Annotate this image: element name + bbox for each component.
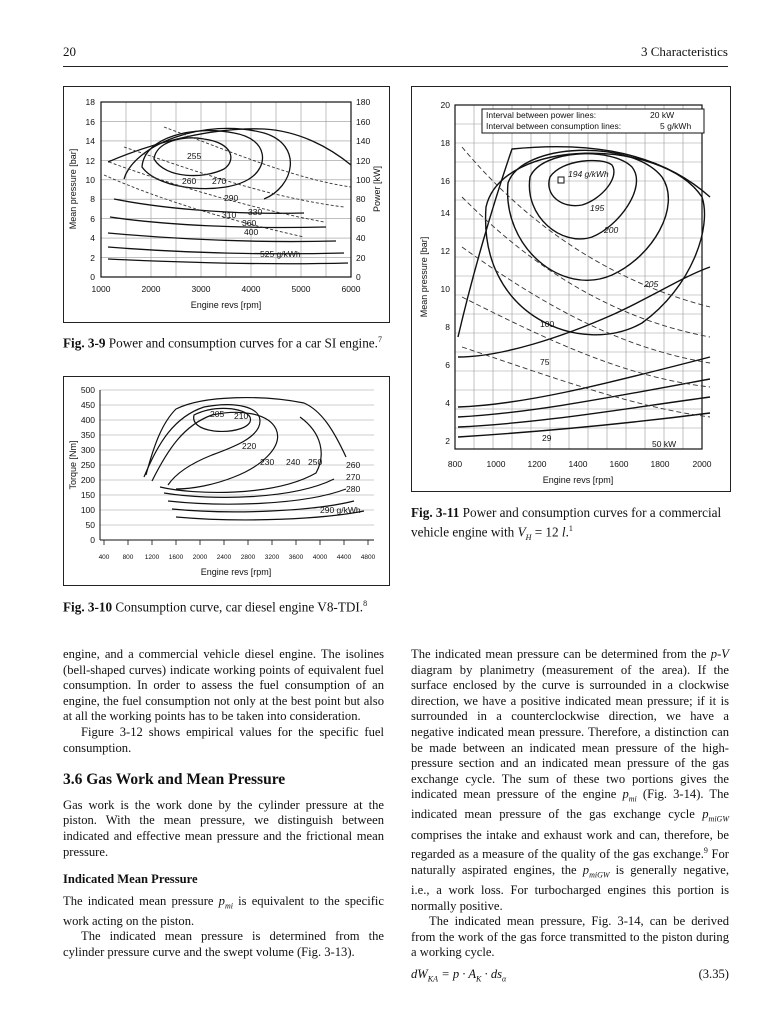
right-paragraph-1: The indicated mean pressure can be determined from the p-V diagram by planimetry (measurement of the area). If the surface enclosed by the curve is surrounded in a clockwise direction, we have a positive indicated mean pressure; if it is surrounded in a counterclockwise direction, we have a negative indicated mean pressure. Therefore, a distinction can be made between an indicated mean pressure of the high-pressure section and an indicated mean pressure of the gas exchange cycle. The sum of these two portions gives the indicated mean pressure of the engine $p_{mi}$ (Fig. 3-14). The indicated mean pressure of the gas exchange cycle $p_{miGW}$ comprises the intake and exhaust work and can, therefore, be regarded as a measure of the quality of the gas exchange.$^9$ For naturally aspirated engines, the $p_{miGW}$ is generally negative, i.e., a work loss. For turbocharged engines this portion is normally positive. <box>411 647 729 913</box>
fig39-xtick: 4000 <box>241 284 261 294</box>
fig39-xtick: 5000 <box>291 284 311 294</box>
fig311-annotation: 50 kW <box>652 439 677 449</box>
fig39-annotation: 310 <box>222 210 237 220</box>
fig310-annotations <box>210 409 361 515</box>
fig311-xlabel: Engine revs [rpm] <box>542 475 614 485</box>
fig39-y2tick: 120 <box>356 156 371 166</box>
equation-body: $dW_{KA} = p \cdot A_K \cdot ds_\alpha$ <box>411 967 507 984</box>
fig39-ytick: 0 <box>90 272 95 282</box>
fig39-y2tick: 20 <box>356 253 366 263</box>
fig310-xtick: 4800 <box>360 554 376 561</box>
fig311-legend <box>486 110 691 131</box>
fig311-caption-unit: l <box>561 524 566 540</box>
page-number: 20 <box>63 44 76 59</box>
fig39-y2tick: 160 <box>356 117 371 127</box>
fig311-xtick: 1800 <box>650 459 670 469</box>
fig39-xtick: 6000 <box>341 284 361 294</box>
fig39-annotation: 270 <box>212 176 227 186</box>
right-column <box>411 647 729 987</box>
fig310-xtick: 2400 <box>216 554 232 561</box>
fig39-annotation: 525 g/kWh <box>260 249 301 259</box>
fig310-xtick: 4000 <box>312 554 328 561</box>
figure-3-9 <box>63 86 390 323</box>
fig311-xticks <box>448 459 712 469</box>
fig311-legend-value: 20 kW <box>650 110 675 120</box>
fig310-xtick: 2800 <box>240 554 256 561</box>
fig310-caption-text: Consumption curve, car diesel engine V8-TDI. <box>115 599 364 615</box>
fig310-ytick: 450 <box>80 400 95 410</box>
fig311-xtick: 1400 <box>568 459 588 469</box>
fig310-xtick: 800 <box>122 554 134 561</box>
fig311-ylabel: Mean pressure [bar] <box>419 236 429 318</box>
fig311-ytick: 12 <box>440 246 450 256</box>
fig311-annotation: 29 <box>542 433 552 443</box>
fig311-yticks <box>441 100 451 446</box>
fig311-footnote: 1 <box>568 524 573 533</box>
fig311-svg <box>412 87 730 491</box>
fig310-ytick: 100 <box>80 505 95 515</box>
fig311-label: Fig. 3-11 <box>411 505 460 520</box>
fig310-caption <box>63 596 388 615</box>
fig311-caption: Fig. 3-11 Power and consumption curves for a commercial vehicle engine with $V_H = 12$ l.$^1$ <box>411 505 722 543</box>
fig310-xtick: 1600 <box>168 554 184 561</box>
fig311-legend-label: Interval between consumption lines: <box>486 121 622 131</box>
fig310-annotation: 250 <box>308 457 323 467</box>
fig39-annotation: 260 <box>182 176 197 186</box>
left-paragraph-1: engine, and a commercial vehicle diesel engine. The isolines (bell-shaped curves) indicate working points of equivalent fuel consumption. In order to assess the fuel consumption of an engine, the fuel consumption not only at the best point but also at all the working points has to be taken into consideration. <box>63 647 384 724</box>
fig310-xtick: 2000 <box>192 554 208 561</box>
fig39-y2tick: 60 <box>356 214 366 224</box>
fig310-label: Fig. 3-10 <box>63 599 113 615</box>
fig39-caption <box>63 332 388 351</box>
fig39-y2tick: 140 <box>356 136 371 146</box>
fig310-ytick: 250 <box>80 460 95 470</box>
fig311-legend-value: 5 g/kWh <box>660 121 692 131</box>
fig39-annotation: 400 <box>244 227 259 237</box>
fig39-xtick: 3000 <box>191 284 211 294</box>
fig311-plot-frame <box>455 105 702 449</box>
fig311-caption-text: Power and consumption curves for a commercial vehicle engine with <box>411 505 722 540</box>
section-heading: 3.6 Gas Work and Mean Pressure <box>63 771 286 789</box>
fig39-ytick: 10 <box>85 175 95 185</box>
fig310-ytick: 500 <box>80 385 95 395</box>
fig310-svg <box>64 377 389 585</box>
fig310-ytick: 150 <box>80 490 95 500</box>
figure-3-10 <box>63 376 390 586</box>
fig311-optimum-marker <box>558 177 564 183</box>
fig311-xtick: 2000 <box>692 459 712 469</box>
fig39-ytick: 16 <box>85 117 95 127</box>
fig39-annotation: 360 <box>242 218 257 228</box>
fig310-annotation: 210 <box>234 411 249 421</box>
fig39-y2tick: 80 <box>356 194 366 204</box>
fig311-annotation: 200 <box>604 225 619 235</box>
fig310-xtick: 1200 <box>144 554 160 561</box>
fig39-svg <box>64 87 389 322</box>
fig311-grid <box>455 105 702 449</box>
fig311-annotation: 194 g/kWh <box>568 169 609 179</box>
fig310-annotation: 240 <box>286 457 301 467</box>
fig311-ytick: 8 <box>445 322 450 332</box>
equation-3-35 <box>411 967 729 987</box>
fig310-xtick: 3200 <box>264 554 280 561</box>
figure-3-11 <box>411 86 731 492</box>
fig311-caption-eq: = 12 <box>534 524 559 540</box>
fig310-annotation: 230 <box>260 457 275 467</box>
fig39-label: Fig. 3-9 <box>63 335 106 351</box>
fig39-xtick: 1000 <box>91 284 111 294</box>
fig310-yticks <box>81 385 95 545</box>
fig311-annotation: 75 <box>540 357 550 367</box>
fig39-annotation: 255 <box>187 151 202 161</box>
fig310-annotation: 205 <box>210 409 225 419</box>
fig311-xtick: 1600 <box>609 459 629 469</box>
fig310-xtick: 4400 <box>336 554 352 561</box>
fig311-xtick: 1000 <box>486 459 506 469</box>
fig310-ytick: 50 <box>85 520 95 530</box>
fig39-y2tick: 40 <box>356 233 366 243</box>
fig310-ytick: 350 <box>80 430 95 440</box>
fig311-annotation: 205 <box>644 279 659 289</box>
fig39-ytick: 8 <box>90 194 95 204</box>
fig39-ylabel: Mean pressure [bar] <box>68 148 78 230</box>
fig39-annotation: 290 <box>224 193 239 203</box>
fig310-ytick: 300 <box>80 445 95 455</box>
fig310-annotation: 290 g/kWh <box>320 505 361 515</box>
fig311-caption-symbol: V <box>517 524 526 540</box>
fig311-caption-sub: H <box>525 533 532 543</box>
fig39-annotations <box>182 151 301 259</box>
fig311-annotation: 100 <box>540 319 555 329</box>
fig39-xlabel: Engine revs [rpm] <box>190 300 262 310</box>
fig39-xticks <box>92 284 361 294</box>
right-paragraph-2: The indicated mean pressure, Fig. 3-14, can be derived from the work of the gas force transmitted to the piston during a working cycle. <box>411 914 729 960</box>
fig310-ytick: 0 <box>90 535 95 545</box>
fig39-xtick: 2000 <box>141 284 161 294</box>
fig311-xtick: 800 <box>447 459 463 469</box>
left-paragraph-3: Gas work is the work done by the cylinder pressure at the piston. With the mean pressure, we distinguish between indicated and effective mean pressure and the frictional mean pressure. <box>63 797 384 859</box>
fig39-y2tick: 100 <box>356 175 371 185</box>
fig39-ytick: 4 <box>90 233 95 243</box>
fig39-footnote: 7 <box>377 335 382 344</box>
fig310-xtick-marks <box>104 540 368 545</box>
fig310-annotation: 260 <box>346 460 361 470</box>
fig39-ytick: 6 <box>90 214 95 224</box>
fig311-ytick: 2 <box>445 436 450 446</box>
left-paragraph-2: Figure 3-12 shows empirical values for the specific fuel consumption. <box>63 724 384 755</box>
fig310-annotation: 220 <box>242 441 257 451</box>
equation-number: (3.35) <box>698 967 729 982</box>
fig39-y2label: Power [kW] <box>372 165 382 213</box>
fig310-annotation: 280 <box>346 484 361 494</box>
fig39-ytick: 2 <box>90 253 95 263</box>
fig311-annotation: 195 <box>590 203 605 213</box>
subsection-heading: Indicated Mean Pressure <box>63 872 198 887</box>
header-rule <box>63 66 728 67</box>
fig310-annotation: 270 <box>346 472 361 482</box>
fig311-ytick: 16 <box>440 176 450 186</box>
left-paragraph-4: The indicated mean pressure $p_{mi}$ is equivalent to the specific work acting on the piston. <box>63 893 384 928</box>
fig310-ylabel: Torque [Nm] <box>68 440 78 490</box>
fig310-ytick: 200 <box>80 475 95 485</box>
fig311-ytick: 10 <box>440 284 450 294</box>
fig310-ytick: 400 <box>80 415 95 425</box>
fig310-xticks <box>99 554 376 561</box>
fig39-annotation: 330 <box>248 207 263 217</box>
fig39-y2tick: 180 <box>356 97 371 107</box>
fig310-xtick: 3600 <box>288 554 304 561</box>
chapter-title: 3 Characteristics <box>641 44 728 59</box>
fig311-ytick: 18 <box>440 138 450 148</box>
left-column <box>63 647 384 961</box>
fig311-ytick: 14 <box>440 208 450 218</box>
fig310-footnote: 8 <box>363 599 368 608</box>
fig39-ytick: 12 <box>85 156 95 166</box>
fig310-xlabel: Engine revs [rpm] <box>200 567 272 577</box>
fig39-caption-text: Power and consumption curves for a car SI engine. <box>108 335 378 351</box>
fig311-xtick: 1200 <box>527 459 547 469</box>
fig311-ytick: 4 <box>445 398 450 408</box>
fig39-y2ticks <box>356 97 370 282</box>
left-paragraph-5: The indicated mean pressure is determined from the cylinder pressure curve and the swept volume (Fig. 3-13). <box>63 929 384 960</box>
fig310-xtick: 400 <box>98 554 110 561</box>
fig39-ytick: 14 <box>85 136 95 146</box>
fig311-legend-label: Interval between power lines: <box>486 110 597 120</box>
fig310-curves <box>144 398 364 520</box>
fig39-ytick: 18 <box>85 97 95 107</box>
fig39-yticks <box>86 97 96 282</box>
fig311-ytick: 20 <box>440 100 450 110</box>
fig311-ytick: 6 <box>445 360 450 370</box>
fig39-y2tick: 0 <box>356 272 361 282</box>
